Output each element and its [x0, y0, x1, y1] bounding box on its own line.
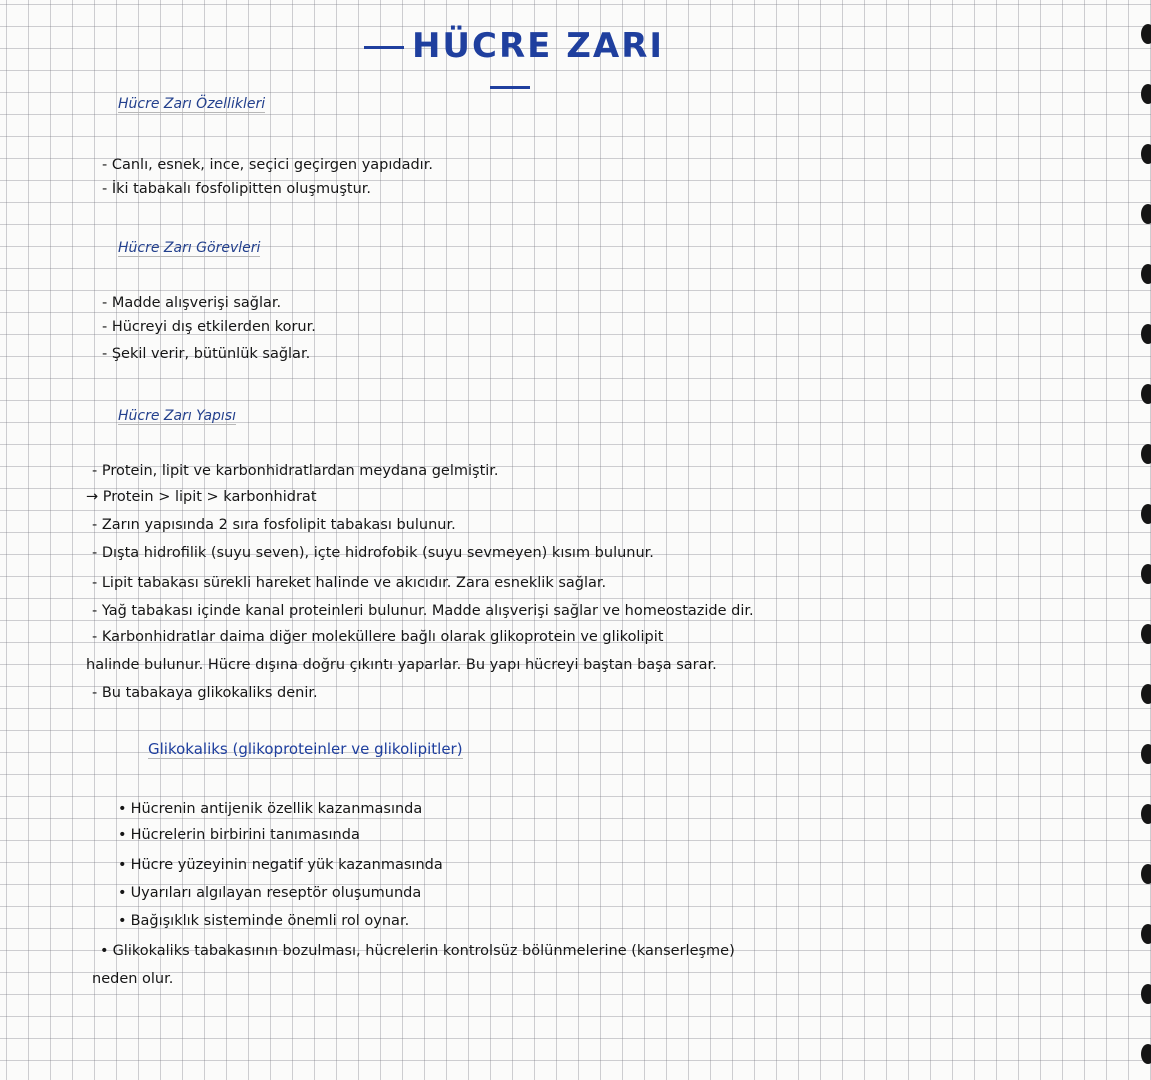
text-line: - Zarın yapısında 2 sıra fosfolipit tabakası bulunur. — [92, 517, 456, 533]
text-line: - İki tabakalı fosfolipitten oluşmuştur. — [102, 181, 372, 197]
bullet-item: • Bağışıklık sisteminde önemli rol oynar. — [118, 912, 409, 930]
text-line: - Lipit tabakası sürekli hareket halinde ve akıcıdır. Zara esneklik sağlar. — [92, 575, 607, 591]
binding-hole — [1141, 504, 1151, 524]
text-line: - Bu tabakaya glikokaliks denir. — [92, 685, 318, 701]
binding-hole — [1141, 24, 1151, 44]
binding-hole — [1141, 564, 1151, 584]
binding-hole — [1141, 144, 1151, 164]
section-heading-yapisi: Hücre Zarı Yapısı — [118, 408, 236, 424]
bullet-item: • Hücrelerin birbirini tanımasında — [118, 826, 360, 844]
bullet-item: • Uyarıları algılayan reseptör oluşumunda — [118, 884, 421, 902]
section-heading-gorevler: Hücre Zarı Görevleri — [118, 240, 261, 256]
text-line: - Yağ tabakası içinde kanal proteinleri bulunur. Madde alışverişi sağlar ve homeostazide dir. — [92, 603, 754, 619]
section-heading-ozellikler: Hücre Zarı Özellikleri — [118, 96, 266, 112]
spiral-binding — [1137, 0, 1151, 1080]
binding-hole — [1141, 1044, 1151, 1064]
bullet-item: • Hücrenin antijenik özellik kazanmasında — [118, 800, 422, 818]
text-line: - Dışta hidrofilik (suyu seven), içte hidrofobik (suyu sevmeyen) kısım bulunur. — [92, 545, 654, 561]
binding-hole — [1141, 84, 1151, 104]
text-line: - Şekil verir, bütünlük sağlar. — [102, 346, 311, 362]
text-line: - Hücreyi dış etkilerden korur. — [102, 319, 316, 335]
section-heading-glikokaliks: Glikokaliks (glikoproteinler ve glikolipitler) — [148, 740, 463, 758]
binding-hole — [1141, 744, 1151, 764]
binding-hole — [1141, 924, 1151, 944]
page-title — [340, 26, 680, 106]
binding-hole — [1141, 384, 1151, 404]
binding-hole — [1141, 444, 1151, 464]
text-line: - Protein, lipit ve karbonhidratlardan meydana gelmiştir. — [92, 463, 499, 479]
binding-hole — [1141, 264, 1151, 284]
text-line: - Madde alışverişi sağlar. — [102, 295, 282, 311]
note-line: • Glikokaliks tabakasının bozulması, hücrelerin kontrolsüz bölünmelerine (kanserleşme) — [100, 942, 735, 960]
binding-hole — [1141, 864, 1151, 884]
binding-hole — [1141, 624, 1151, 644]
text-line: → Protein > lipit > karbonhidrat — [86, 489, 317, 505]
binding-hole — [1141, 324, 1151, 344]
title-text: HÜCRE ZARI — [411, 26, 665, 66]
note-line: neden olur. — [92, 971, 174, 987]
binding-hole — [1141, 804, 1151, 824]
text-line: - Karbonhidratlar daima diğer moleküllere bağlı olarak glikoprotein ve glikolipit — [92, 629, 664, 645]
binding-hole — [1141, 984, 1151, 1004]
title-dash-left — [364, 46, 404, 49]
title-dash-right — [490, 86, 530, 89]
binding-hole — [1141, 684, 1151, 704]
text-line: - Canlı, esnek, ince, seçici geçirgen yapıdadır. — [102, 157, 433, 173]
bullet-item: • Hücre yüzeyinin negatif yük kazanmasında — [118, 856, 443, 874]
binding-hole — [1141, 204, 1151, 224]
text-line: halinde bulunur. Hücre dışına doğru çıkıntı yaparlar. Bu yapı hücreyi baştan başa sarar. — [86, 657, 717, 673]
